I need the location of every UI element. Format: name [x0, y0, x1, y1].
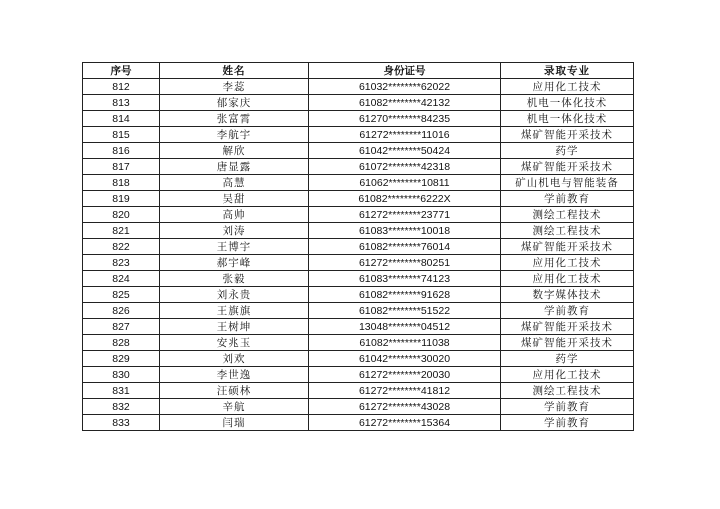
id-number-cell: 61082********76014 [309, 239, 501, 255]
major-cell: 应用化工技术 [501, 271, 634, 287]
table-row [83, 239, 634, 255]
name-cell: 李航宇 [160, 127, 309, 143]
serial-number-cell: 827 [83, 319, 160, 335]
table-body [83, 79, 634, 431]
name-cell: 唐显露 [160, 159, 309, 175]
major-cell: 药学 [501, 351, 634, 367]
id-number-cell: 61032********62022 [309, 79, 501, 95]
id-number-cell: 61082********51522 [309, 303, 501, 319]
table-row [83, 191, 634, 207]
name-cell: 解欣 [160, 143, 309, 159]
serial-number-cell: 832 [83, 399, 160, 415]
name-cell: 张毅 [160, 271, 309, 287]
serial-number-cell: 828 [83, 335, 160, 351]
id-number-cell: 61272********41812 [309, 383, 501, 399]
serial-number-cell: 817 [83, 159, 160, 175]
table-row [83, 351, 634, 367]
header-id-number: 身份证号 [309, 63, 501, 79]
serial-number-cell: 820 [83, 207, 160, 223]
table-row [83, 287, 634, 303]
id-number-cell: 61082********91628 [309, 287, 501, 303]
table-row [83, 127, 634, 143]
table-row [83, 95, 634, 111]
table-row [83, 223, 634, 239]
serial-number-cell: 826 [83, 303, 160, 319]
id-number-cell: 61072********42318 [309, 159, 501, 175]
header-name: 姓名 [160, 63, 309, 79]
major-cell: 药学 [501, 143, 634, 159]
serial-number-cell: 818 [83, 175, 160, 191]
id-number-cell: 61082********11038 [309, 335, 501, 351]
serial-number-cell: 821 [83, 223, 160, 239]
table-row [83, 335, 634, 351]
name-cell: 王旗旗 [160, 303, 309, 319]
name-cell: 刘涛 [160, 223, 309, 239]
table-row [83, 207, 634, 223]
id-number-cell: 61083********10018 [309, 223, 501, 239]
id-number-cell: 61272********23771 [309, 207, 501, 223]
serial-number-cell: 823 [83, 255, 160, 271]
name-cell: 郁家庆 [160, 95, 309, 111]
table-row [83, 415, 634, 431]
major-cell: 机电一体化技术 [501, 95, 634, 111]
table-row [83, 383, 634, 399]
name-cell: 王博宇 [160, 239, 309, 255]
table-row [83, 143, 634, 159]
id-number-cell: 61082********6222X [309, 191, 501, 207]
name-cell: 高帅 [160, 207, 309, 223]
major-cell: 煤矿智能开采技术 [501, 335, 634, 351]
serial-number-cell: 825 [83, 287, 160, 303]
major-cell: 煤矿智能开采技术 [501, 239, 634, 255]
serial-number-cell: 822 [83, 239, 160, 255]
serial-number-cell: 824 [83, 271, 160, 287]
id-number-cell: 61270********84235 [309, 111, 501, 127]
id-number-cell: 61082********42132 [309, 95, 501, 111]
serial-number-cell: 815 [83, 127, 160, 143]
major-cell: 学前教育 [501, 415, 634, 431]
name-cell: 李世逸 [160, 367, 309, 383]
table-row [83, 79, 634, 95]
table-row [83, 319, 634, 335]
serial-number-cell: 829 [83, 351, 160, 367]
table-row [83, 255, 634, 271]
header-serial-number: 序号 [83, 63, 160, 79]
major-cell: 数字媒体技术 [501, 287, 634, 303]
major-cell: 学前教育 [501, 303, 634, 319]
id-number-cell: 61272********15364 [309, 415, 501, 431]
id-number-cell: 61042********30020 [309, 351, 501, 367]
major-cell: 学前教育 [501, 191, 634, 207]
major-cell: 煤矿智能开采技术 [501, 159, 634, 175]
name-cell: 闫瑞 [160, 415, 309, 431]
serial-number-cell: 814 [83, 111, 160, 127]
name-cell: 刘永贵 [160, 287, 309, 303]
major-cell: 应用化工技术 [501, 255, 634, 271]
name-cell: 王树坤 [160, 319, 309, 335]
name-cell: 汪硕林 [160, 383, 309, 399]
id-number-cell: 61272********80251 [309, 255, 501, 271]
major-cell: 应用化工技术 [501, 367, 634, 383]
id-number-cell: 61272********43028 [309, 399, 501, 415]
major-cell: 煤矿智能开采技术 [501, 127, 634, 143]
table-row [83, 399, 634, 415]
name-cell: 安兆玉 [160, 335, 309, 351]
id-number-cell: 61083********74123 [309, 271, 501, 287]
name-cell: 郝宇峰 [160, 255, 309, 271]
serial-number-cell: 830 [83, 367, 160, 383]
serial-number-cell: 816 [83, 143, 160, 159]
major-cell: 矿山机电与智能装备 [501, 175, 634, 191]
table-row [83, 159, 634, 175]
name-cell: 高慧 [160, 175, 309, 191]
table-row [83, 367, 634, 383]
major-cell: 测绘工程技术 [501, 207, 634, 223]
major-cell: 学前教育 [501, 399, 634, 415]
serial-number-cell: 819 [83, 191, 160, 207]
table-row [83, 271, 634, 287]
table-row [83, 175, 634, 191]
admission-table [82, 62, 634, 431]
major-cell: 应用化工技术 [501, 79, 634, 95]
major-cell: 机电一体化技术 [501, 111, 634, 127]
name-cell: 辛航 [160, 399, 309, 415]
serial-number-cell: 812 [83, 79, 160, 95]
major-cell: 测绘工程技术 [501, 383, 634, 399]
name-cell: 刘欢 [160, 351, 309, 367]
header-major: 录取专业 [501, 63, 634, 79]
id-number-cell: 61062********10811 [309, 175, 501, 191]
serial-number-cell: 831 [83, 383, 160, 399]
id-number-cell: 61272********11016 [309, 127, 501, 143]
serial-number-cell: 833 [83, 415, 160, 431]
table-header-row [83, 63, 634, 79]
major-cell: 煤矿智能开采技术 [501, 319, 634, 335]
serial-number-cell: 813 [83, 95, 160, 111]
id-number-cell: 61272********20030 [309, 367, 501, 383]
table-row [83, 303, 634, 319]
id-number-cell: 61042********50424 [309, 143, 501, 159]
id-number-cell: 13048********04512 [309, 319, 501, 335]
name-cell: 吴甜 [160, 191, 309, 207]
table-row [83, 111, 634, 127]
name-cell: 张富霄 [160, 111, 309, 127]
major-cell: 测绘工程技术 [501, 223, 634, 239]
name-cell: 李蕊 [160, 79, 309, 95]
